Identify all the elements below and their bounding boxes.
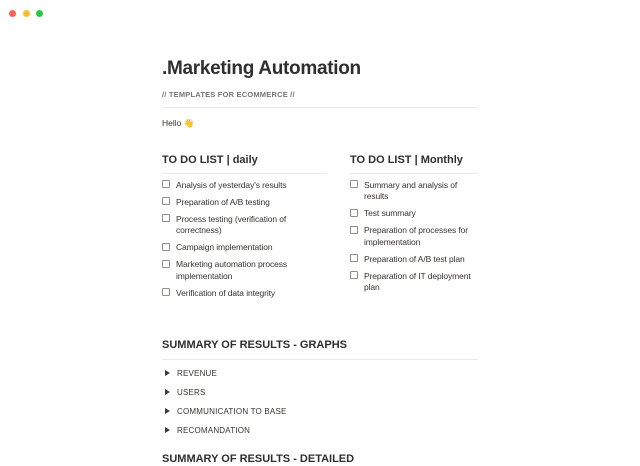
todo-item-label: Preparation of IT deployment plan xyxy=(364,270,471,293)
todo-item xyxy=(350,254,478,266)
checkbox-unchecked-icon[interactable] xyxy=(162,214,170,222)
toggle-row[interactable] xyxy=(162,425,478,436)
todo-item-label: Process testing (verification of correctness) xyxy=(176,213,287,236)
todo-item-label: Marketing automation process implementation xyxy=(176,259,288,281)
todo-item xyxy=(350,225,478,248)
todo-monthly-list xyxy=(350,180,478,294)
toggle-triangle-icon[interactable] xyxy=(165,408,170,414)
toggle-label: REVENUE xyxy=(177,368,218,378)
summary-graphs-toggle-list xyxy=(162,368,478,436)
summary-graphs-section xyxy=(162,339,478,435)
todo-item-label: Preparation of A/B testing xyxy=(176,196,270,207)
checkbox-unchecked-icon[interactable] xyxy=(162,197,170,205)
window-controls xyxy=(9,10,43,17)
summary-detailed-title: SUMMARY OF RESULTS - DETAILED xyxy=(162,452,355,465)
checkbox-unchecked-icon[interactable] xyxy=(350,271,358,279)
todo-item-label: Verification of data integrity xyxy=(176,287,276,298)
todo-monthly-title: TO DO LIST | Monthly xyxy=(350,153,463,166)
checkbox-unchecked-icon[interactable] xyxy=(350,209,358,217)
checkbox-unchecked-icon[interactable] xyxy=(350,226,358,234)
todo-item-label: Test summary xyxy=(364,208,416,219)
minimize-window-button[interactable] xyxy=(23,10,30,17)
todo-item xyxy=(162,180,327,192)
todo-item xyxy=(162,288,327,300)
divider xyxy=(162,359,478,360)
todo-item xyxy=(162,197,327,209)
zoom-window-button[interactable] xyxy=(36,10,43,17)
todo-item xyxy=(350,271,478,294)
toggle-row[interactable] xyxy=(162,406,478,417)
checkbox-unchecked-icon[interactable] xyxy=(162,180,170,188)
todo-item xyxy=(350,208,478,220)
todo-item-label: Preparation of processes for implementation xyxy=(364,225,468,247)
todo-item xyxy=(162,259,327,282)
checkbox-unchecked-icon[interactable] xyxy=(350,254,358,262)
todo-monthly-section xyxy=(350,154,478,300)
close-window-button[interactable] xyxy=(9,10,16,17)
todo-item xyxy=(350,180,478,203)
greeting-text: Hello 👋 xyxy=(162,117,195,128)
checkbox-unchecked-icon[interactable] xyxy=(162,243,170,251)
divider xyxy=(162,173,327,174)
todo-item-label: Analysis of yesterday's results xyxy=(176,179,287,190)
todo-daily-title: TO DO LIST | daily xyxy=(162,153,258,166)
toggle-row[interactable] xyxy=(162,387,478,398)
todo-columns xyxy=(162,154,478,300)
summary-graphs-title: SUMMARY OF RESULTS - GRAPHS xyxy=(162,339,347,352)
toggle-label: COMMUNICATION TO BASE xyxy=(177,406,287,416)
page-subtitle: // TEMPLATES FOR ECOMMERCE // xyxy=(162,89,295,99)
todo-item xyxy=(162,242,327,254)
todo-daily-section xyxy=(162,154,327,300)
checkbox-unchecked-icon[interactable] xyxy=(350,180,358,188)
toggle-triangle-icon[interactable] xyxy=(165,389,170,395)
toggle-label: RECOMANDATION xyxy=(177,425,251,435)
toggle-label: USERS xyxy=(177,387,206,397)
todo-item xyxy=(162,214,327,237)
checkbox-unchecked-icon[interactable] xyxy=(162,260,170,268)
toggle-row[interactable] xyxy=(162,368,478,379)
todo-item-label: Preparation of A/B test plan xyxy=(364,253,465,264)
todo-item-label: Summary and analysis of results xyxy=(364,179,458,202)
checkbox-unchecked-icon[interactable] xyxy=(162,288,170,296)
todo-daily-list xyxy=(162,180,327,300)
todo-item-label: Campaign implementation xyxy=(176,242,273,253)
divider xyxy=(162,107,478,108)
toggle-triangle-icon[interactable] xyxy=(165,427,170,433)
toggle-triangle-icon[interactable] xyxy=(165,370,170,376)
page-title: .Marketing Automation xyxy=(162,58,361,79)
divider xyxy=(350,173,478,174)
column-gap xyxy=(327,154,350,300)
page-content xyxy=(162,58,478,466)
